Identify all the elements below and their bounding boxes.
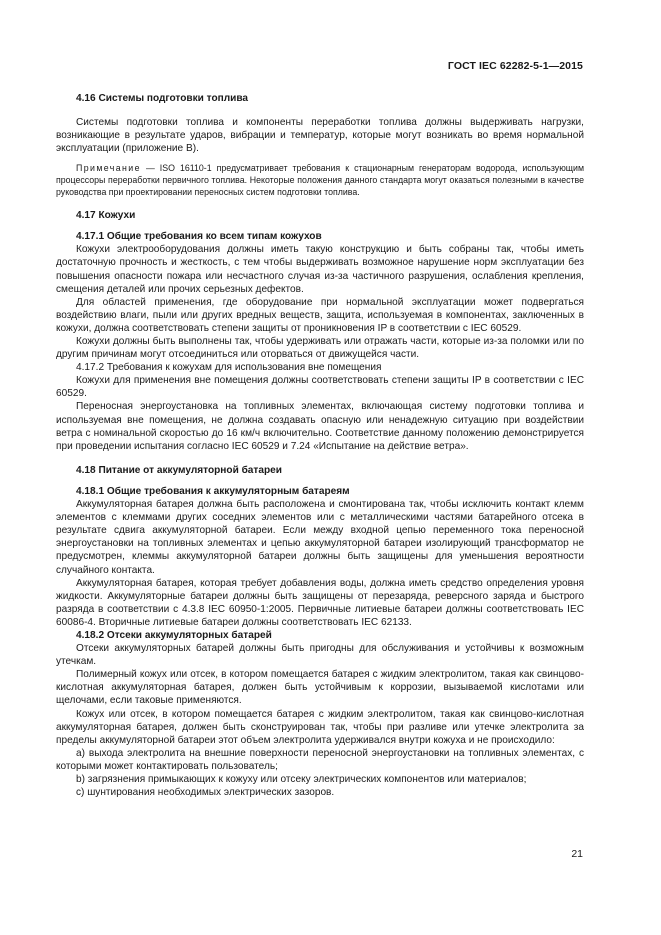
section-4-18-2-title: 4.18.2 Отсеки аккумуляторных батарей	[76, 629, 272, 641]
section-4-17-1-paragraph-1: Кожухи электрооборудования должны иметь такую конструкцию и быть собраны так, чтобы иметь достаточную прочность и жесткость, с тем чтобы выдерживать возможное нарушение норм эксплуатации без повышения опасности пожара или несчастного случая из-за частичного разрушения, ослабления крепления, смещения деталей или прочих серьезных дефектов.	[56, 244, 584, 295]
section-4-18-1-title: 4.18.1 Общие требования к аккумуляторным батареям	[76, 485, 350, 497]
section-4-17-title: 4.17 Кожухи	[76, 210, 136, 222]
section-4-17-1-paragraph-2: Для областей применения, где оборудование при нормальной эксплуатации может подвергаться воздействию влаги, пыли или других вредных веществ, защита, используемая в компонентах, заключенных в кожухи, должна соответствовать степени защиты от проникновения IP в соответствии с IEC 60529.	[56, 296, 584, 334]
section-4-16-title: 4.16 Системы подготовки топлива	[76, 93, 249, 104]
section-4-17-1-title: 4.17.1 Общие требования ко всем типам кожухов	[76, 231, 322, 243]
section-4-18-1-paragraph-1: Аккумуляторная батарея должна быть расположена и смонтирована так, чтобы исключить контакт клемм элементов с клеммами других соседних элементов или с металлическими частями батарейного отсека в результате сдвига аккумуляторной батареи. Если между входной цепью переменного тока переносной энергоустановки на топливных элементах и цепью аккумуляторной батареи изолирующий трансформатор не предусмотрен, клеммы аккумуляторной батареи должны быть защищены для уменьшения вероятности случайного контакта.	[56, 499, 584, 576]
list-item-a: a) выхода электролита на внешние поверхности переносной энергоустановки на топливных элементах, с которыми может контактировать пользователь;	[56, 747, 584, 772]
section-4-16-note	[56, 163, 584, 198]
section-4-17-2-title: 4.17.2 Требования к кожухам для использования вне помещения	[76, 362, 382, 374]
section-4-18-2-paragraph-2: Полимерный кожух или отсек, в котором помещается батарея с жидким электролитом, такая как свинцово-кислотная аккумуляторная батарея, должен быть устойчивым к коррозии, вызываемой кислотами или щелочами, если таковые применяются.	[56, 669, 584, 707]
section-4-17-2-paragraph-2: Переносная энергоустановка на топливных элементах, включающая систему подготовки топлива и используемая вне помещения, не должна создавать опасную или ненадежную ситуацию при воздействии ветра с номинальной скоростью до 16 км/ч включительно. Соответствие данному положению демонстрируется при проведении испытания согласно IEC 60529 и 7.24 «Испытание на действие ветра».	[56, 401, 584, 452]
section-4-18-title: 4.18 Питание от аккумуляторной батареи	[76, 464, 282, 476]
page-body	[56, 92, 584, 799]
list-item-c: c) шунтирования необходимых электрических зазоров.	[76, 787, 335, 799]
list-item-b: b) загрязнения примыкающих к кожуху или отсеку электрических компонентов или материалов;	[76, 774, 527, 785]
standard-header: ГОСТ IEC 62282-5-1—2015	[447, 60, 583, 72]
note-label: Примечание	[76, 163, 141, 174]
section-4-18-2-paragraph-3: Кожух или отсек, в котором помещается батарея с жидким электролитом, такая как свинцово-кислотная аккумуляторная батарея, должен быть сконструирован так, чтобы при разливе или утечке электролита за пределы аккумуляторной батареи этот объем электролита удерживался внутри кожуха и не происходило:	[56, 708, 584, 746]
note-text: — ISO 16110-1 предусматривает требования к стационарным генераторам водорода, использующим процессоры переработки первичного топлива. Некоторые положения данного стандарта могут оказаться полезными в качестве руководства при проектировании переносных систем подготовки топлива.	[56, 163, 584, 197]
section-4-18-1-paragraph-2: Аккумуляторная батарея, которая требует добавления воды, должна иметь средство определения уровня жидкости. Аккумуляторные батареи должны быть защищены от перезаряда, реверсного заряда и быстрого разряда в соответствии с 4.3.8 IEC 60950-1:2005. Первичные литиевые батареи должны соответствовать IEC 60086-4. Вторичные литиевые батареи должны соответствовать IEC 62133.	[56, 577, 584, 628]
section-4-16-paragraph: Системы подготовки топлива и компоненты переработки топлива должны выдерживать нагрузки, возникающие в результате ударов, вибрации и температур, которые могут возникать во время нормальной эксплуатации (приложение В).	[56, 117, 584, 155]
section-4-17-1-paragraph-3: Кожухи должны быть выполнены так, чтобы удерживать или отражать части, которые из-за поломки или по другим причинам могут отсоединиться или оторваться от движущейся части.	[56, 336, 584, 361]
section-4-18-2-paragraph-1: Отсеки аккумуляторных батарей должны быть пригодны для обслуживания и устойчивы к возможным утечкам.	[56, 643, 584, 668]
page-number: 21	[571, 848, 583, 860]
section-4-17-2-paragraph-1: Кожухи для применения вне помещения должны соответствовать степени защиты IP в соответствии с IEC 60529.	[56, 375, 584, 400]
